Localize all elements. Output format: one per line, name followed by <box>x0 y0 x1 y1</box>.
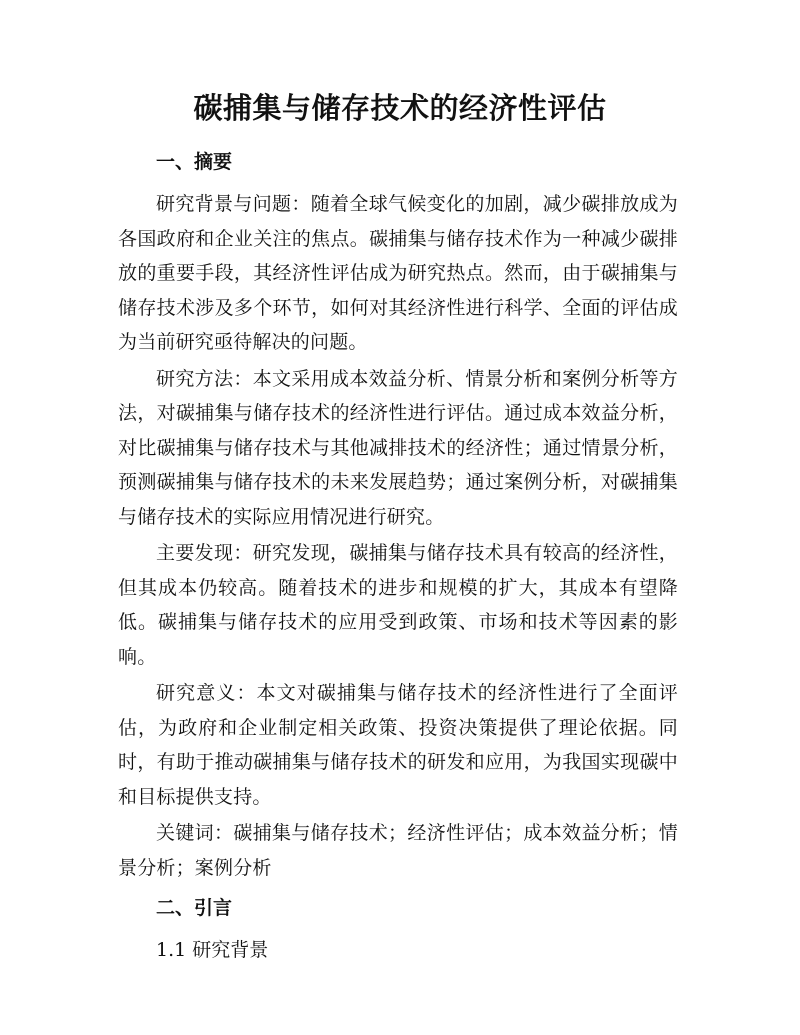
abstract-findings-paragraph: 主要发现：研究发现，碳捕集与储存技术具有较高的经济性，但其成本仍较高。随着技术的进步和规模的扩大，其成本有望降低。碳捕集与储存技术的应用受到政策、市场和技术等因素的影响。 <box>118 542 678 668</box>
abstract-methods-paragraph: 研究方法：本文采用成本效益分析、情景分析和案例分析等方法，对碳捕集与储存技术的经济性进行评估。通过成本效益分析，对比碳捕集与储存技术与其他减排技术的经济性；通过情景分析，预测碳捕集与储存技术的未来发展趋势；通过案例分析，对碳捕集与储存技术的实际应用情况进行研究。 <box>118 367 678 528</box>
abstract-significance-paragraph: 研究意义：本文对碳捕集与储存技术的经济性进行了全面评估，为政府和企业制定相关政策、投资决策提供了理论依据。同时，有助于推动碳捕集与储存技术的研发和应用，为我国实现碳中和目标提供支持。 <box>118 682 678 808</box>
keywords-paragraph: 关键词：碳捕集与储存技术；经济性评估；成本效益分析；情景分析；案例分析 <box>118 822 678 879</box>
research-background-subheading: 1.1 研究背景 <box>156 939 269 961</box>
document-body <box>118 145 678 967</box>
introduction-heading: 二、引言 <box>156 897 233 919</box>
abstract-background-paragraph: 研究背景与问题：随着全球气候变化的加剧，减少碳排放成为各国政府和企业关注的焦点。碳捕集与储存技术作为一种减少碳排放的重要手段，其经济性评估成为研究热点。然而，由于碳捕集与储存技术涉及多个环节，如何对其经济性进行科学、全面的评估成为当前研究亟待解决的问题。 <box>118 193 678 353</box>
abstract-heading: 一、摘要 <box>156 151 233 173</box>
document-title: 碳捕集与储存技术的经济性评估 <box>193 91 607 125</box>
